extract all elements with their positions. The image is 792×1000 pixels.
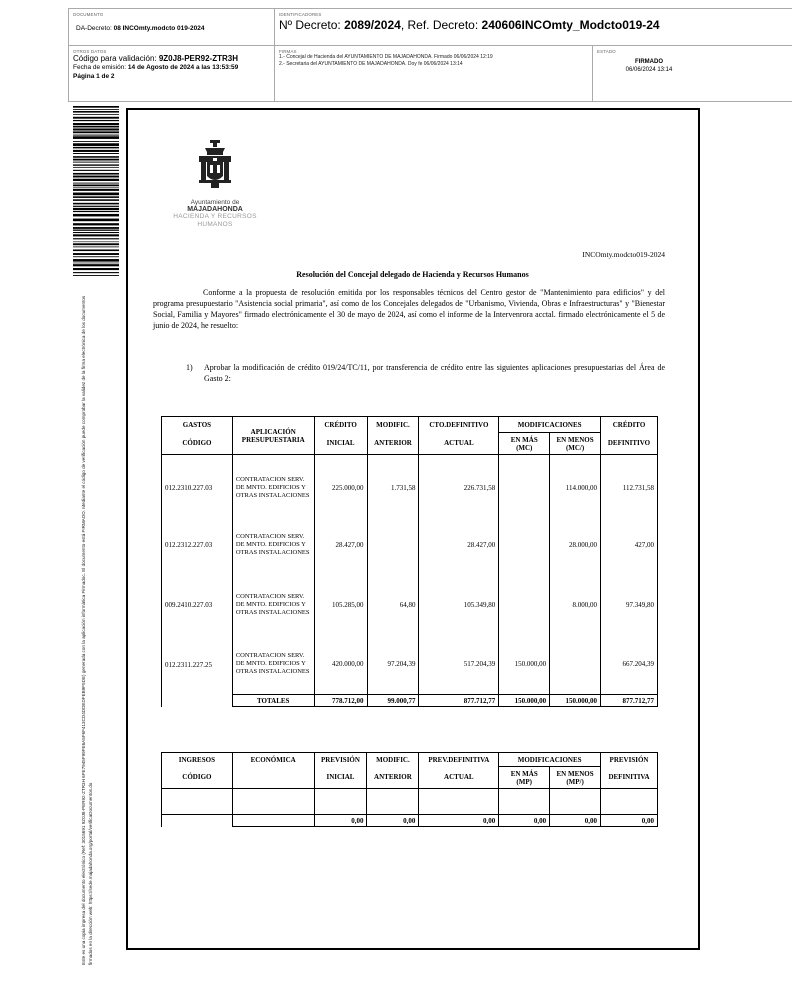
h-codigo-ing: CÓDIGO — [162, 767, 233, 789]
h-anterior-ing: ANTERIOR — [367, 767, 419, 789]
ing-total-anterior: 0,00 — [367, 815, 419, 827]
total-anterior: 99.000,77 — [367, 695, 419, 707]
estado-value: FIRMADO — [635, 59, 663, 65]
codigo-validacion: Código para validación: 9Z0J8-PER92-ZTR3H — [73, 54, 238, 63]
gastos-cell-actual: 105.349,80 — [419, 575, 499, 635]
gastos-cell-enmas — [499, 455, 550, 515]
h-prev-definitiva: PREV.DEFINITIVA — [419, 753, 499, 767]
gastos-cell-codigo: 012.2311.227.25 — [162, 635, 233, 695]
majadahonda-logo — [164, 140, 266, 240]
documento-value: DA-Decreto: 08 INCOmty.modcto 019-2024 — [76, 25, 205, 32]
firma-2: 2.- Secretaria del AYUNTAMIENTO DE MAJADAHONDA. Doy fe 06/06/2024 13:14 — [279, 61, 463, 67]
header-row-2 — [68, 46, 792, 102]
gastos-body — [162, 455, 658, 695]
pagina: Página 1 de 2 — [73, 72, 115, 80]
logo-line-4: HUMANOS — [197, 221, 233, 228]
gastos-header-row-1 — [162, 417, 658, 433]
gastos-cell-actual: 226.731,58 — [419, 455, 499, 515]
gastos-cell-definitivo: 97.349,80 — [601, 575, 658, 635]
resolution-paragraph: Conforme a la propuesta de resolución emitida por los responsables técnicos del Centro gestor de "Mantenimiento para edificios" y del programa presupuestario "Asistencia social primaria", así como de los Concejales delegados de "Urbanismo, Vivienda, Obras e Infraestructuras" y "Bienestar Social, Familia y Mayores" firmado electrónicamente el 30 de mayo de 2024, así como el informe de la Intervenrora acctal. firmado electrónicamente el 5 de junio de 2024, he resuelto: — [153, 288, 665, 330]
estado-block — [597, 58, 701, 74]
gastos-cell-enmenos: 8.000,00 — [550, 575, 601, 635]
header-row-1 — [68, 8, 792, 46]
firma-1: 1.- Concejal de Hacienda del AYUNTAMIENTO DE MAJADAHONDA. Firmado 06/06/2024 12:19 — [279, 54, 493, 60]
ingresos-header-row-2 — [162, 767, 658, 789]
identificadores-cell — [275, 9, 792, 45]
total-actual: 877.712,77 — [419, 695, 499, 707]
gastos-cell-enmas — [499, 515, 550, 575]
h-aplicacion: APLICACIÓN PRESUPUESTARIA — [232, 417, 314, 455]
resolution-point-1 — [186, 363, 665, 384]
gastos-cell-aplicacion: CONTRATACION SERV. DE MNTO. EDIFICIOS Y OTRAS INSTALACIONES — [232, 575, 314, 635]
logo-line-2: MAJADAHONDA — [187, 206, 243, 213]
logo-line-3: HACIENDA Y RECURSOS — [173, 213, 257, 220]
estado-fecha: 06/06/2024 13:14 — [625, 67, 673, 73]
document-reference: INCOmty.modcto019-2024 — [582, 250, 665, 259]
h-modific-ing: MODIFIC. — [367, 753, 419, 767]
gastos-cell-enmenos — [550, 635, 601, 695]
documento-cell — [69, 9, 275, 45]
gastos-cell-actual: 517.204,39 — [419, 635, 499, 695]
gastos-cell-anterior: 97.204,39 — [367, 635, 419, 695]
totales-label: TOTALES — [232, 695, 314, 707]
otros-datos-label: OTROS DATOS — [73, 49, 107, 54]
documento-label: DOCUMENTO — [73, 12, 104, 17]
ingresos-totals-row — [162, 815, 658, 827]
gastos-cell-inicial: 225.000,00 — [314, 455, 367, 515]
h-cto-definitivo: CTO.DEFINITIVO — [419, 417, 499, 433]
ingresos-header-row-1 — [162, 753, 658, 767]
h-definitivo: DEFINITIVO — [601, 433, 658, 455]
ing-total-actual: 0,00 — [419, 815, 499, 827]
gastos-cell-codigo: 009.2410.227.03 — [162, 575, 233, 635]
ingresos-table — [161, 752, 658, 827]
h-modificaciones: MODIFICACIONES — [499, 417, 601, 433]
firmas-label: FIRMAS — [279, 49, 297, 54]
logo-line-1: Ayuntamiento de — [190, 199, 240, 206]
total-en-menos: 150.000,00 — [550, 695, 601, 707]
gastos-totals-row — [162, 695, 658, 707]
gastos-cell-anterior: 64,80 — [367, 575, 419, 635]
verification-side-text: Este es una copia impresa del documento electrónico (Ref: 3015691 9Z0J8-PER92-ZTR3H 6FE7945F99FE6A5F6F413CD4DDEDFEB9F5DE) generada con la aplicación informática Firmadoc. El documento está FIRMADO. Mediante el código de verificación puede comprobar la validez de la firma electrónica de los documentos firmados en la dirección web: https://sede.majadahonda.org/portal/verificaDocumentos.do — [81, 295, 93, 965]
gastos-cell-inicial: 28.427,00 — [314, 515, 367, 575]
identificadores-label: IDENTIFICADORES — [279, 12, 322, 17]
gastos-cell-anterior — [367, 515, 419, 575]
gastos-cell-inicial: 420.000,00 — [314, 635, 367, 695]
gastos-cell-anterior: 1.731,58 — [367, 455, 419, 515]
h-definitiva-ing: DEFINITIVA — [601, 767, 658, 789]
h-ingresos: INGRESOS — [162, 753, 233, 767]
gastos-cell-codigo: 012.2312.227.03 — [162, 515, 233, 575]
gastos-cell-aplicacion: CONTRATACION SERV. DE MNTO. EDIFICIOS Y OTRAS INSTALACIONES — [232, 515, 314, 575]
point-number: 1) — [186, 363, 193, 372]
firmas-cell — [275, 46, 593, 101]
gastos-cell-inicial: 105.285,00 — [314, 575, 367, 635]
gastos-cell-definitivo: 427,00 — [601, 515, 658, 575]
h-actual-ing: ACTUAL — [419, 767, 499, 789]
h-en-menos-ing: EN MENOS (MP/) — [550, 767, 601, 789]
gastos-cell-actual: 28.427,00 — [419, 515, 499, 575]
gastos-cell-aplicacion: CONTRATACION SERV. DE MNTO. EDIFICIOS Y OTRAS INSTALACIONES — [232, 455, 314, 515]
total-definitivo: 877.712,77 — [601, 695, 658, 707]
gastos-cell-enmas: 150.000,00 — [499, 635, 550, 695]
h-en-mas: EN MÁS (MC) — [499, 433, 550, 455]
gastos-cell-enmenos: 114.000,00 — [550, 455, 601, 515]
h-anterior: ANTERIOR — [367, 433, 419, 455]
gastos-cell-definitivo: 667.204,39 — [601, 635, 658, 695]
gastos-cell-definitivo: 112.731,58 — [601, 455, 658, 515]
h-prevision: PREVISIÓN — [314, 753, 367, 767]
h-modificaciones-ing: MODIFICACIONES — [499, 753, 601, 767]
ing-total-en-menos: 0,00 — [550, 815, 601, 827]
gastos-cell-enmenos: 28.000,00 — [550, 515, 601, 575]
h-modific: MODIFIC. — [367, 417, 419, 433]
h-codigo: CÓDIGO — [162, 433, 233, 455]
h-en-mas-ing: EN MÁS (MP) — [499, 767, 550, 789]
gastos-row — [162, 515, 658, 575]
gastos-row — [162, 455, 658, 515]
total-en-mas: 150.000,00 — [499, 695, 550, 707]
gastos-cell-codigo: 012.2310.227.03 — [162, 455, 233, 515]
h-prevision-2: PREVISIÓN — [601, 753, 658, 767]
ing-total-definitiva: 0,00 — [601, 815, 658, 827]
h-credito: CRÉDITO — [314, 417, 367, 433]
h-actual: ACTUAL — [419, 433, 499, 455]
h-economica: ECONÓMICA — [232, 753, 314, 767]
estado-label: ESTADO — [597, 49, 616, 54]
otros-datos-cell — [69, 46, 275, 101]
gastos-cell-enmas — [499, 575, 550, 635]
h-inicial-ing: INICIAL — [314, 767, 367, 789]
gastos-row — [162, 635, 658, 695]
gastos-table — [161, 416, 658, 707]
h-inicial: INICIAL — [314, 433, 367, 455]
point-text: Aprobar la modificación de crédito 019/24/TC/11, por transferencia de crédito entre las siguientes aplicaciones presupuestarias del Área de Gasto 2: — [204, 363, 665, 383]
coat-of-arms-icon — [195, 140, 235, 192]
gastos-row — [162, 575, 658, 635]
total-inicial: 778.712,00 — [314, 695, 367, 707]
fecha-emision: Fecha de emisión: 14 de Agosto de 2024 a las 13:53:59 — [73, 64, 239, 71]
decreto-number: Nº Decreto: 2089/2024, Ref. Decreto: 240606INCOmty_Modcto019-24 — [279, 18, 660, 32]
barcode-image — [73, 106, 119, 276]
ingresos-empty-row — [162, 789, 658, 815]
estado-cell — [593, 46, 792, 101]
h-credito-2: CRÉDITO — [601, 417, 658, 433]
h-en-menos: EN MENOS (MC/) — [550, 433, 601, 455]
gastos-cell-aplicacion: CONTRATACION SERV. DE MNTO. EDIFICIOS Y OTRAS INSTALACIONES — [232, 635, 314, 695]
ing-total-en-mas: 0,00 — [499, 815, 550, 827]
ing-total-inicial: 0,00 — [314, 815, 367, 827]
h-gastos: GASTOS — [162, 417, 233, 433]
resolution-title: Resolución del Concejal delegado de Hacienda y Recursos Humanos — [296, 270, 529, 279]
